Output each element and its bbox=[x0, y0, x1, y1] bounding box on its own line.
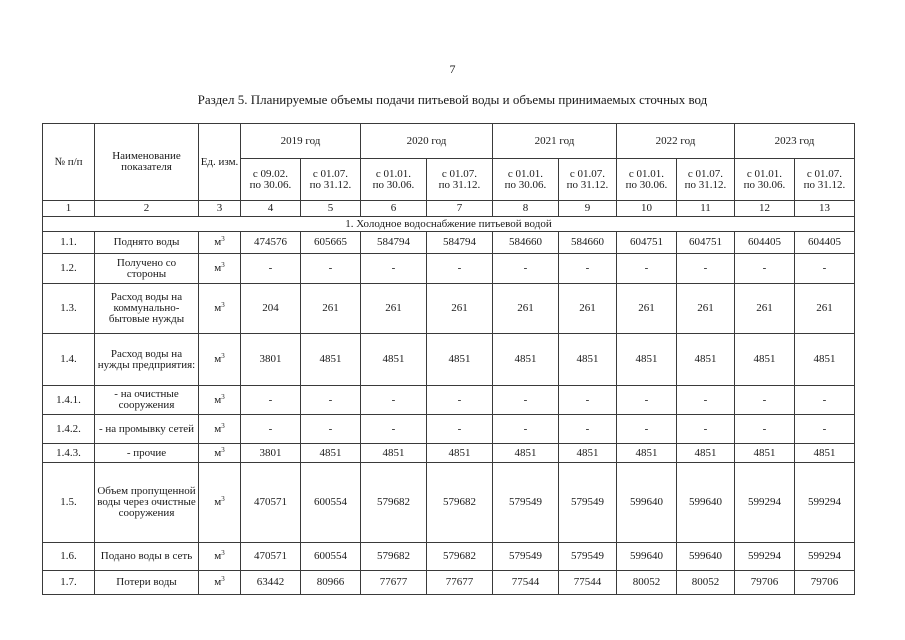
value-cell: 600554 bbox=[301, 543, 361, 571]
header-period bbox=[241, 159, 301, 201]
unit-base: м bbox=[214, 353, 222, 365]
unit-base: м bbox=[214, 262, 222, 274]
value-cell: 3801 bbox=[241, 334, 301, 386]
period-line: с 09.02. bbox=[252, 167, 289, 180]
header-year: 2019 год bbox=[241, 124, 361, 159]
value-cell: 79706 bbox=[795, 571, 855, 595]
value-cell: 579682 bbox=[427, 543, 493, 571]
value-cell: 77677 bbox=[427, 571, 493, 595]
value-cell: 599294 bbox=[795, 463, 855, 543]
table-row bbox=[43, 254, 855, 284]
header-period bbox=[559, 159, 617, 201]
period-line: по 31.12. bbox=[803, 178, 846, 191]
value-cell: 4851 bbox=[301, 444, 361, 463]
value-cell: 261 bbox=[559, 284, 617, 334]
value-cell: 4851 bbox=[795, 444, 855, 463]
period-line: с 01.07. bbox=[569, 167, 606, 180]
value-cell: 4851 bbox=[361, 444, 427, 463]
value-cell: 261 bbox=[795, 284, 855, 334]
period-line: по 31.12. bbox=[309, 178, 352, 191]
value-cell: 77544 bbox=[493, 571, 559, 595]
period-line: по 30.06. bbox=[249, 178, 292, 191]
value-cell: - bbox=[493, 386, 559, 415]
value-cell: 77677 bbox=[361, 571, 427, 595]
value-cell: 80052 bbox=[617, 571, 677, 595]
unit-base: м bbox=[214, 446, 222, 459]
value-cell: - bbox=[617, 415, 677, 444]
header-row-years bbox=[43, 124, 855, 159]
period-line: с 01.01. bbox=[628, 167, 665, 180]
value-cell: - bbox=[301, 415, 361, 444]
header-period bbox=[795, 159, 855, 201]
column-number: 2 bbox=[95, 201, 199, 217]
column-number: 8 bbox=[493, 201, 559, 217]
value-cell: 4851 bbox=[735, 334, 795, 386]
value-cell: 599640 bbox=[617, 463, 677, 543]
table-row bbox=[43, 543, 855, 571]
value-cell: - bbox=[427, 254, 493, 284]
header-year: 2020 год bbox=[361, 124, 493, 159]
unit-exponent: 3 bbox=[221, 261, 225, 269]
value-cell: 599294 bbox=[795, 543, 855, 571]
value-cell: - bbox=[301, 386, 361, 415]
period-line: по 30.06. bbox=[625, 178, 668, 191]
value-cell: 579682 bbox=[361, 543, 427, 571]
value-cell: - bbox=[559, 254, 617, 284]
header-period bbox=[493, 159, 559, 201]
value-cell: 77544 bbox=[559, 571, 617, 595]
value-cell: 599294 bbox=[735, 463, 795, 543]
unit-base: м bbox=[214, 550, 222, 562]
value-cell: 4851 bbox=[559, 444, 617, 463]
value-cell: 4851 bbox=[617, 334, 677, 386]
water-volumes-table bbox=[42, 123, 855, 595]
value-cell: - bbox=[241, 254, 301, 284]
value-cell: 470571 bbox=[241, 543, 301, 571]
row-unit bbox=[199, 415, 241, 444]
row-name: Объем пропущенной воды через очистные сооружения bbox=[95, 463, 199, 543]
unit-base: м bbox=[214, 302, 222, 314]
row-number: 1.5. bbox=[43, 463, 95, 543]
value-cell: 579549 bbox=[559, 543, 617, 571]
header-year: 2022 год bbox=[617, 124, 735, 159]
value-cell: 579549 bbox=[493, 543, 559, 571]
header-period bbox=[735, 159, 795, 201]
value-cell: - bbox=[241, 386, 301, 415]
value-cell: 4851 bbox=[735, 444, 795, 463]
page-number: 7 bbox=[449, 62, 456, 76]
period-line: по 30.06. bbox=[504, 178, 547, 191]
value-cell: 261 bbox=[301, 284, 361, 334]
row-unit bbox=[199, 571, 241, 595]
unit-base: м bbox=[214, 576, 222, 588]
header-unit: Ед. изм. bbox=[199, 124, 241, 201]
row-name: - прочие bbox=[95, 444, 199, 463]
value-cell: 4851 bbox=[301, 334, 361, 386]
value-cell: - bbox=[493, 415, 559, 444]
row-unit bbox=[199, 386, 241, 415]
value-cell: - bbox=[677, 254, 735, 284]
value-cell: 79706 bbox=[735, 571, 795, 595]
period-line: с 01.07. bbox=[687, 167, 724, 180]
row-unit bbox=[199, 334, 241, 386]
value-cell: 4851 bbox=[361, 334, 427, 386]
header-period bbox=[617, 159, 677, 201]
header-period bbox=[427, 159, 493, 201]
row-unit bbox=[199, 232, 241, 254]
value-cell: 470571 bbox=[241, 463, 301, 543]
table-row bbox=[43, 463, 855, 543]
value-cell: 599640 bbox=[677, 463, 735, 543]
period-line: с 01.01. bbox=[746, 167, 783, 180]
unit-exponent: 3 bbox=[221, 549, 225, 557]
row-name: Расход воды на коммунально-бытовые нужды bbox=[95, 284, 199, 334]
period-line: с 01.07. bbox=[441, 167, 478, 180]
value-cell: 584660 bbox=[493, 232, 559, 254]
table-row bbox=[43, 386, 855, 415]
value-cell: 584660 bbox=[559, 232, 617, 254]
value-cell: - bbox=[559, 415, 617, 444]
value-cell: 599640 bbox=[617, 543, 677, 571]
value-cell: 4851 bbox=[427, 334, 493, 386]
value-cell: - bbox=[427, 386, 493, 415]
value-cell: 584794 bbox=[427, 232, 493, 254]
period-line: по 30.06. bbox=[372, 178, 415, 191]
value-cell: 604751 bbox=[677, 232, 735, 254]
value-cell: 474576 bbox=[241, 232, 301, 254]
row-name: Получено со стороны bbox=[95, 254, 199, 284]
value-cell: - bbox=[617, 386, 677, 415]
column-number: 1 bbox=[43, 201, 95, 217]
value-cell: 4851 bbox=[795, 334, 855, 386]
value-cell: 579549 bbox=[493, 463, 559, 543]
table-row bbox=[43, 444, 855, 463]
value-cell: 599294 bbox=[735, 543, 795, 571]
value-cell: - bbox=[241, 415, 301, 444]
row-name: - на очистные сооружения bbox=[95, 386, 199, 415]
value-cell: - bbox=[677, 386, 735, 415]
period-line: с 01.07. bbox=[312, 167, 349, 180]
row-name: - на промывку сетей bbox=[95, 415, 199, 444]
value-cell: 80966 bbox=[301, 571, 361, 595]
column-number: 7 bbox=[427, 201, 493, 217]
table-row bbox=[43, 571, 855, 595]
row-number: 1.1. bbox=[43, 232, 95, 254]
value-cell: 4851 bbox=[617, 444, 677, 463]
value-cell: 261 bbox=[493, 284, 559, 334]
period-line: по 31.12. bbox=[438, 178, 481, 191]
column-number: 10 bbox=[617, 201, 677, 217]
column-number: 6 bbox=[361, 201, 427, 217]
value-cell: 3801 bbox=[241, 444, 301, 463]
period-line: по 31.12. bbox=[566, 178, 609, 191]
value-cell: 261 bbox=[735, 284, 795, 334]
table-row bbox=[43, 334, 855, 386]
period-line: с 01.01. bbox=[375, 167, 412, 180]
value-cell: 4851 bbox=[493, 334, 559, 386]
value-cell: 261 bbox=[361, 284, 427, 334]
row-unit bbox=[199, 254, 241, 284]
value-cell: 80052 bbox=[677, 571, 735, 595]
value-cell: - bbox=[617, 254, 677, 284]
period-line: с 01.07. bbox=[806, 167, 843, 180]
value-cell: - bbox=[559, 386, 617, 415]
column-number: 3 bbox=[199, 201, 241, 217]
table-row bbox=[43, 284, 855, 334]
row-number: 1.6. bbox=[43, 543, 95, 571]
column-number: 5 bbox=[301, 201, 361, 217]
value-cell: - bbox=[735, 386, 795, 415]
table-row bbox=[43, 415, 855, 444]
value-cell: 579549 bbox=[559, 463, 617, 543]
value-cell: 204 bbox=[241, 284, 301, 334]
header-year: 2021 год bbox=[493, 124, 617, 159]
header-period bbox=[361, 159, 427, 201]
row-unit bbox=[199, 463, 241, 543]
header-row-column-numbers bbox=[43, 201, 855, 217]
unit-exponent: 3 bbox=[221, 421, 225, 430]
unit-exponent: 3 bbox=[221, 235, 225, 243]
section-title: Раздел 5. Планируемые объемы подачи питьевой воды и объемы принимаемых сточных вод bbox=[197, 92, 708, 107]
value-cell: 584794 bbox=[361, 232, 427, 254]
unit-exponent: 3 bbox=[221, 352, 225, 360]
value-cell: - bbox=[795, 415, 855, 444]
period-line: по 30.06. bbox=[743, 178, 786, 191]
period-line: по 31.12. bbox=[684, 178, 727, 191]
value-cell: - bbox=[795, 386, 855, 415]
value-cell: 4851 bbox=[493, 444, 559, 463]
unit-base: м bbox=[214, 496, 222, 508]
row-unit bbox=[199, 444, 241, 463]
value-cell: 579682 bbox=[427, 463, 493, 543]
value-cell: 605665 bbox=[301, 232, 361, 254]
value-cell: 604405 bbox=[795, 232, 855, 254]
unit-base: м bbox=[214, 236, 222, 248]
unit-base: м bbox=[214, 422, 222, 435]
value-cell: - bbox=[361, 415, 427, 444]
row-name: Потери воды bbox=[95, 571, 199, 595]
value-cell: - bbox=[795, 254, 855, 284]
table-row bbox=[43, 232, 855, 254]
header-year: 2023 год bbox=[735, 124, 855, 159]
row-number: 1.4.2. bbox=[43, 415, 95, 444]
row-number: 1.4.3. bbox=[43, 444, 95, 463]
row-name: Подано воды в сеть bbox=[95, 543, 199, 571]
column-number: 11 bbox=[677, 201, 735, 217]
unit-exponent: 3 bbox=[221, 445, 225, 454]
value-cell: 4851 bbox=[677, 334, 735, 386]
period-line: с 01.01. bbox=[507, 167, 544, 180]
value-cell: 261 bbox=[677, 284, 735, 334]
unit-base: м bbox=[214, 393, 222, 406]
value-cell: - bbox=[735, 254, 795, 284]
value-cell: 261 bbox=[617, 284, 677, 334]
value-cell: 604405 bbox=[735, 232, 795, 254]
section-heading: 1. Холодное водоснабжение питьевой водой bbox=[43, 217, 855, 232]
row-name: Поднято воды bbox=[95, 232, 199, 254]
value-cell: 599640 bbox=[677, 543, 735, 571]
value-cell: - bbox=[301, 254, 361, 284]
value-cell: - bbox=[361, 386, 427, 415]
column-number: 4 bbox=[241, 201, 301, 217]
value-cell: 261 bbox=[427, 284, 493, 334]
row-name: Расход воды на нужды предприятия: bbox=[95, 334, 199, 386]
row-unit bbox=[199, 543, 241, 571]
unit-exponent: 3 bbox=[221, 392, 225, 401]
value-cell: - bbox=[735, 415, 795, 444]
unit-exponent: 3 bbox=[221, 495, 225, 503]
header-num: № п/п bbox=[43, 124, 95, 201]
row-number: 1.7. bbox=[43, 571, 95, 595]
unit-exponent: 3 bbox=[221, 575, 225, 583]
row-number: 1.4. bbox=[43, 334, 95, 386]
row-number: 1.4.1. bbox=[43, 386, 95, 415]
column-number: 9 bbox=[559, 201, 617, 217]
section-row bbox=[43, 217, 855, 232]
value-cell: 579682 bbox=[361, 463, 427, 543]
value-cell: - bbox=[427, 415, 493, 444]
value-cell: - bbox=[493, 254, 559, 284]
value-cell: 63442 bbox=[241, 571, 301, 595]
value-cell: 4851 bbox=[559, 334, 617, 386]
column-number: 13 bbox=[795, 201, 855, 217]
value-cell: 4851 bbox=[677, 444, 735, 463]
unit-exponent: 3 bbox=[221, 301, 225, 309]
value-cell: 604751 bbox=[617, 232, 677, 254]
row-unit bbox=[199, 284, 241, 334]
header-period bbox=[677, 159, 735, 201]
value-cell: 4851 bbox=[427, 444, 493, 463]
column-number: 12 bbox=[735, 201, 795, 217]
row-number: 1.2. bbox=[43, 254, 95, 284]
value-cell: - bbox=[361, 254, 427, 284]
header-name: Наименование показателя bbox=[95, 124, 199, 201]
row-number: 1.3. bbox=[43, 284, 95, 334]
value-cell: 600554 bbox=[301, 463, 361, 543]
value-cell: - bbox=[677, 415, 735, 444]
header-period bbox=[301, 159, 361, 201]
